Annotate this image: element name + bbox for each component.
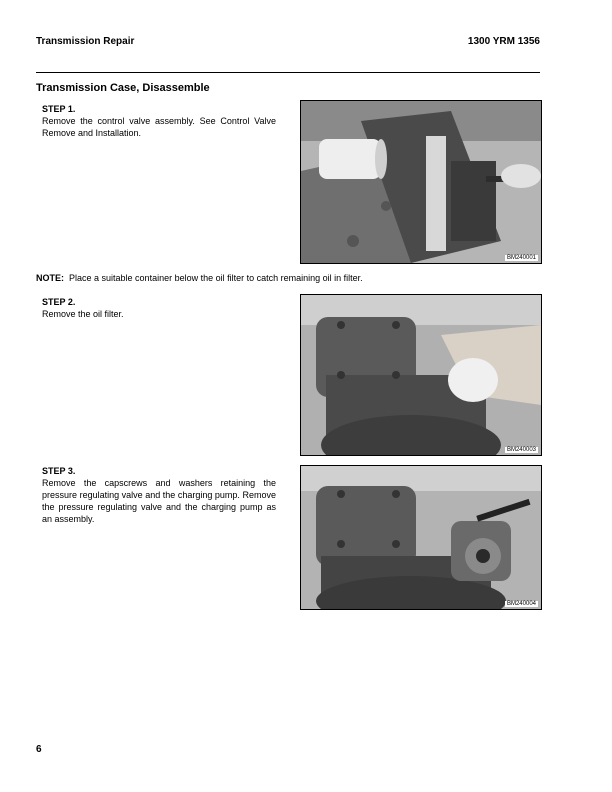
step-1-photo-caption: BM240001	[506, 255, 536, 261]
step-3-title: STEP 3.	[42, 466, 76, 476]
note-label: NOTE:	[36, 273, 64, 283]
step-2-title: STEP 2.	[42, 297, 76, 307]
step-3-text: Remove the capscrews and washers retaining the pressure regulating valve and the charging pump. Remove the pressure regulating valve and the charging pump as an assembly.	[42, 478, 276, 524]
step-1-title: STEP 1.	[42, 104, 76, 114]
step-1	[42, 103, 276, 139]
note-text: Place a suitable container below the oil filter to catch remaining oil in filter.	[69, 273, 363, 283]
step-3-photo	[300, 465, 542, 610]
step-3-photo-caption: BM240004	[506, 601, 536, 607]
oil-filter-photo	[301, 295, 541, 455]
step-2-photo-caption: BM240003	[506, 447, 536, 453]
note	[36, 273, 363, 283]
step-2-text: Remove the oil filter.	[42, 309, 124, 319]
charging-pump-photo	[301, 466, 541, 609]
header-right: 1300 YRM 1356	[467, 36, 540, 47]
page-number: 6	[36, 744, 42, 755]
header-left: Transmission Repair	[36, 36, 135, 47]
control-valve-photo	[301, 101, 541, 263]
section-title: Transmission Case, Disassemble	[36, 82, 210, 94]
step-3	[42, 465, 276, 525]
step-2	[42, 296, 276, 320]
step-1-text: Remove the control valve assembly. See Control Valve Remove and Installation.	[42, 116, 276, 138]
header-rule	[36, 72, 540, 73]
step-1-photo	[300, 100, 542, 264]
step-2-photo	[300, 294, 542, 456]
